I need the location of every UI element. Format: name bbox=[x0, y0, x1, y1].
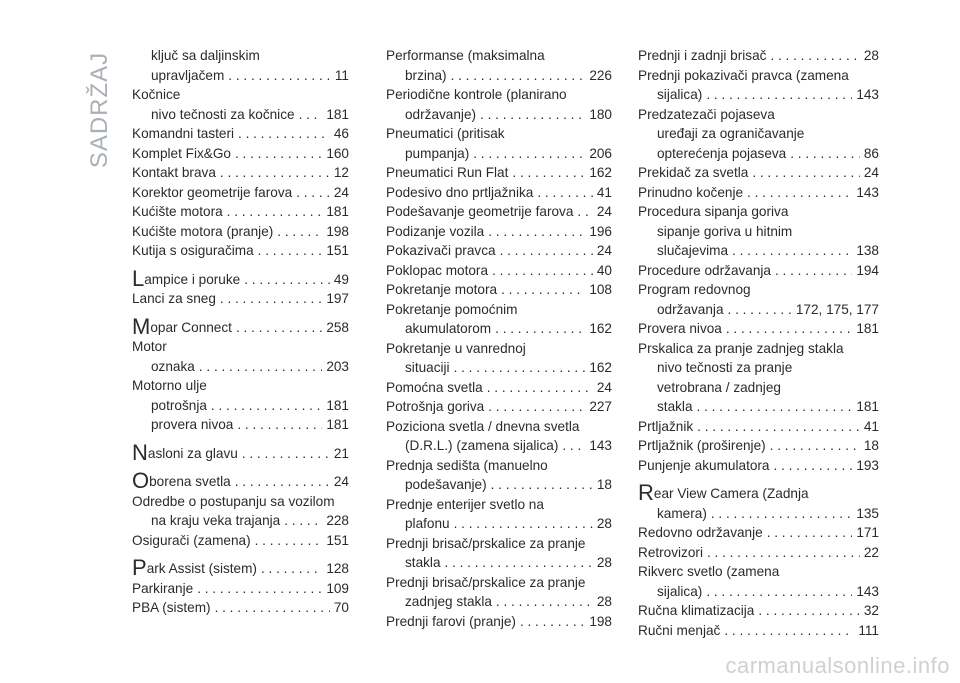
dot-leader bbox=[228, 66, 331, 86]
index-entry-text: Prednje enterijer svetlo na bbox=[386, 496, 544, 512]
page-number: 111 bbox=[858, 622, 879, 638]
index-entry bbox=[386, 241, 612, 261]
dot-leader bbox=[487, 378, 593, 398]
index-entry bbox=[386, 612, 612, 632]
page-number: 11 bbox=[334, 67, 349, 83]
index-entry-text: Prednji brisač/prskalice za pranje bbox=[386, 535, 586, 551]
index-entry-label: upravljačem bbox=[151, 67, 225, 83]
page-number: 171 bbox=[856, 525, 879, 540]
index-entry bbox=[386, 573, 612, 612]
dot-leader bbox=[235, 144, 322, 164]
index-entry-label: oznaka bbox=[151, 358, 195, 374]
index-entry-label: Pomoćna svetla bbox=[386, 379, 483, 395]
index-column-2 bbox=[386, 46, 612, 631]
index-entry-label: stakla bbox=[657, 399, 693, 414]
dot-leader bbox=[752, 163, 860, 183]
index-entry-text: Rikverc svetlo (zamena bbox=[638, 564, 780, 579]
page-number: 197 bbox=[326, 291, 349, 306]
page-number: 28 bbox=[596, 555, 612, 570]
dot-leader bbox=[220, 163, 330, 183]
dot-leader bbox=[220, 289, 322, 309]
index-entry bbox=[386, 202, 612, 222]
dot-leader bbox=[473, 144, 585, 164]
index-entry bbox=[132, 46, 349, 85]
index-entry-label: podešavanje) bbox=[405, 477, 487, 492]
index-entry bbox=[638, 436, 879, 456]
index-entry-label: Provera nivoa bbox=[638, 321, 722, 336]
index-column-3 bbox=[638, 46, 879, 640]
index-entry bbox=[638, 105, 879, 125]
dot-leader bbox=[770, 436, 860, 456]
dot-leader bbox=[770, 46, 859, 66]
dot-leader bbox=[197, 579, 322, 599]
index-entry-label: plafonu bbox=[405, 516, 450, 531]
index-entry-label: provera nivoa bbox=[151, 417, 234, 432]
index-entry-text: uređaji za ograničavanje bbox=[657, 126, 805, 141]
index-entry bbox=[638, 222, 879, 261]
page-number: 181 bbox=[326, 417, 349, 432]
page-number: 258 bbox=[326, 319, 349, 335]
index-entry bbox=[638, 124, 879, 163]
index-entry bbox=[386, 378, 612, 398]
dot-leader bbox=[445, 553, 593, 573]
index-entry bbox=[638, 280, 879, 319]
index-entry-text: Pneumatici (pritisak bbox=[386, 126, 505, 141]
index-entry-label: Prskalica za pranje zadnjeg stakla bbox=[638, 340, 844, 356]
page-number: 24 bbox=[596, 379, 612, 395]
index-entry bbox=[386, 280, 612, 300]
dot-leader bbox=[255, 531, 323, 551]
index-entry-label: Podesivo dno prtljažnika bbox=[386, 184, 534, 200]
dot-leader bbox=[491, 475, 593, 495]
index-entry-text: Prednji brisač/prskalice za pranje bbox=[386, 574, 586, 590]
page-number: 22 bbox=[863, 544, 879, 560]
index-entry-label: Prednji farovi (pranje) bbox=[386, 613, 516, 629]
index-entry-text: nivo tečnosti za pranje bbox=[657, 360, 793, 375]
index-entry-label: Predzatezači pojaseva bbox=[638, 106, 775, 122]
page-number: 151 bbox=[326, 532, 349, 548]
page-number: 143 bbox=[856, 583, 879, 599]
dot-leader bbox=[726, 319, 852, 339]
page-number: 28 bbox=[596, 516, 612, 531]
dot-leader bbox=[732, 241, 852, 261]
page-number: 181 bbox=[326, 204, 349, 219]
page-number: 108 bbox=[589, 282, 612, 297]
dot-leader bbox=[495, 319, 585, 339]
index-entry bbox=[132, 105, 349, 125]
page-number: 198 bbox=[589, 613, 612, 629]
dot-leader bbox=[706, 582, 852, 602]
index-entry bbox=[132, 598, 349, 618]
index-entry-label: Podizanje vozila bbox=[386, 223, 485, 239]
dot-leader bbox=[758, 601, 860, 621]
index-entry bbox=[132, 579, 349, 599]
index-entry-label: Prinudno kočenje bbox=[638, 184, 744, 200]
page-number: 21 bbox=[333, 445, 349, 461]
page-number: 193 bbox=[856, 457, 879, 473]
index-entry-label: Ručni menjač bbox=[638, 622, 721, 638]
index-entry-label: akumulatorom bbox=[405, 321, 492, 336]
index-entry-text: Periodične kontrole (planirano bbox=[386, 87, 567, 102]
page-number: 160 bbox=[326, 145, 349, 161]
index-entry-label: Lampice i poruke bbox=[132, 265, 241, 291]
page-number: 28 bbox=[863, 48, 879, 63]
index-entry-label: Pokretanje motora bbox=[386, 282, 498, 297]
index-entry-label: na kraju veka trajanja bbox=[151, 513, 281, 528]
index-entry-label: Kontakt brava bbox=[132, 165, 216, 180]
index-entry bbox=[638, 523, 879, 543]
index-entry-label: Park Assist (sistem) bbox=[132, 555, 257, 580]
index-entry-label: pumpanja) bbox=[405, 145, 470, 161]
index-entry bbox=[638, 358, 879, 417]
index-entry-label: Kutija s osiguračima bbox=[132, 243, 254, 258]
index-entry bbox=[638, 339, 879, 359]
index-entry bbox=[132, 267, 349, 290]
dot-leader bbox=[724, 621, 854, 641]
dot-leader bbox=[774, 456, 853, 476]
dot-leader bbox=[767, 523, 853, 543]
index-entry bbox=[638, 261, 879, 281]
page-number: 203 bbox=[326, 358, 349, 374]
index-entry-label: Korektor geometrije farova bbox=[132, 184, 293, 200]
dot-leader bbox=[706, 85, 852, 105]
page-number: 151 bbox=[326, 243, 349, 258]
index-entry-text: Prednja sedišta (manuelno bbox=[386, 457, 548, 473]
index-entry bbox=[638, 183, 879, 203]
index-entry bbox=[386, 85, 612, 124]
dot-leader bbox=[236, 318, 322, 338]
page-number: 49 bbox=[333, 271, 349, 287]
index-entry-label: kamera) bbox=[657, 505, 707, 521]
dot-leader bbox=[296, 183, 330, 203]
index-entry bbox=[386, 261, 612, 281]
index-entry-label: (D.R.L.) (zamena sijalica) bbox=[405, 438, 559, 453]
page-number: 206 bbox=[589, 145, 612, 161]
index-entry-label: Kućište motora bbox=[132, 204, 223, 219]
page-number: 40 bbox=[596, 262, 612, 278]
index-entry-label: PBA (sistem) bbox=[132, 600, 211, 615]
index-entry bbox=[132, 241, 349, 261]
index-entry bbox=[132, 315, 349, 338]
dot-leader bbox=[711, 504, 852, 524]
index-entry-text: Poziciona svetla / dnevna svetla bbox=[386, 418, 580, 434]
index-entry-text: Prednji pokazivači pravca (zamena bbox=[638, 67, 849, 83]
index-entry bbox=[638, 202, 879, 222]
dot-leader bbox=[261, 559, 322, 579]
index-entry bbox=[638, 456, 879, 476]
index-entry-label: brzina) bbox=[405, 67, 447, 83]
page-number: 70 bbox=[333, 600, 349, 615]
index-entry-label: zadnjeg stakla bbox=[405, 594, 492, 609]
index-entry-label: Prekidač za svetla bbox=[638, 165, 749, 180]
index-entry-label: Motorno ulje bbox=[132, 378, 207, 393]
page-number: 128 bbox=[326, 561, 349, 576]
dot-leader bbox=[577, 202, 592, 222]
index-entry bbox=[638, 163, 879, 183]
page-number: 41 bbox=[863, 418, 879, 434]
index-entry-label: Poklopac motora bbox=[386, 262, 489, 278]
page-number: 181 bbox=[856, 321, 879, 336]
page-number: 24 bbox=[333, 474, 349, 489]
index-entry bbox=[386, 124, 612, 163]
index-entry-text: vetrobrana / zadnjeg bbox=[657, 379, 781, 395]
index-entry-label: Prtljažnik (proširenje) bbox=[638, 438, 766, 453]
page-number: 181 bbox=[326, 397, 349, 413]
index-entry-label: Osigurači (zamena) bbox=[132, 532, 251, 548]
page-number: 24 bbox=[333, 184, 349, 200]
page-number: 32 bbox=[863, 603, 879, 618]
index-entry bbox=[386, 495, 612, 534]
index-entry-label: Nasloni za glavu bbox=[132, 439, 238, 465]
dot-leader bbox=[707, 543, 860, 563]
index-entry bbox=[132, 183, 349, 203]
index-entry-text: Program redovnog bbox=[638, 282, 751, 297]
index-entry-label: Procedura sipanja goriva bbox=[638, 204, 789, 219]
index-entry-label: Oborena svetla bbox=[132, 468, 231, 493]
index-entry bbox=[386, 300, 612, 339]
index-entry bbox=[638, 562, 879, 601]
page-number: 143 bbox=[589, 438, 612, 453]
index-entry-label: Mopar Connect bbox=[132, 313, 232, 339]
dot-leader bbox=[235, 472, 330, 492]
index-entry bbox=[386, 163, 612, 183]
index-entry bbox=[132, 396, 349, 416]
dot-leader bbox=[244, 270, 330, 290]
page-number: 196 bbox=[589, 223, 612, 239]
dot-leader bbox=[238, 124, 330, 144]
index-entry-text: sipanje goriva u hitnim bbox=[657, 223, 793, 239]
index-entry bbox=[638, 319, 879, 339]
dot-leader bbox=[237, 415, 322, 435]
page-number: 180 bbox=[589, 106, 612, 122]
page-number: 162 bbox=[589, 321, 612, 336]
index-entry-label: Podešavanje geometrije farova bbox=[386, 204, 574, 219]
dot-leader bbox=[747, 183, 852, 203]
index-entry bbox=[132, 222, 349, 242]
dot-leader bbox=[500, 241, 593, 261]
page-number: 172, 175, 177 bbox=[795, 301, 879, 317]
index-entry-label: Potrošnja goriva bbox=[386, 399, 485, 414]
dot-leader bbox=[512, 163, 585, 183]
index-entry bbox=[132, 531, 349, 551]
index-entry-text: Performanse (maksimalna bbox=[386, 48, 545, 63]
page-number: 143 bbox=[856, 87, 879, 102]
page-number: 41 bbox=[596, 184, 612, 200]
index-entry-label: sijalica) bbox=[657, 87, 703, 102]
page-number: 86 bbox=[863, 145, 879, 161]
index-entry bbox=[386, 534, 612, 573]
index-entry-text: Rear View Camera (Zadnja bbox=[638, 480, 809, 505]
index-entry bbox=[386, 456, 612, 495]
dot-leader bbox=[488, 222, 585, 242]
page-number: 24 bbox=[596, 204, 612, 219]
dot-leader bbox=[697, 417, 860, 437]
index-entry-label: Redovno održavanje bbox=[638, 525, 763, 540]
index-entry-label: situaciji bbox=[405, 360, 450, 375]
index-entry-label: održavanja bbox=[657, 301, 724, 317]
index-entry-label: Lanci za sneg bbox=[132, 291, 216, 306]
page-number: 18 bbox=[596, 477, 612, 492]
index-entry bbox=[386, 222, 612, 242]
index-entry bbox=[132, 469, 349, 492]
side-title-text: SADRŽAJ bbox=[86, 51, 113, 169]
index-entry-label: Ručna klimatizacija bbox=[638, 603, 755, 618]
dot-leader bbox=[454, 514, 593, 534]
dot-leader bbox=[697, 397, 853, 417]
dot-leader bbox=[227, 202, 323, 222]
index-entry bbox=[638, 46, 879, 66]
page-number: 12 bbox=[333, 165, 349, 180]
dot-leader bbox=[211, 396, 322, 416]
page-number: 24 bbox=[863, 165, 879, 180]
index-entry-label: Pneumatici Run Flat bbox=[386, 165, 509, 180]
index-entry-label: nivo tečnosti za kočnice bbox=[151, 106, 295, 122]
dot-leader bbox=[215, 598, 330, 618]
index-entry bbox=[386, 397, 612, 417]
page-number: 28 bbox=[596, 594, 612, 609]
index-entry bbox=[386, 417, 612, 456]
page-number: 162 bbox=[589, 165, 612, 180]
index-entry bbox=[638, 66, 879, 105]
index-entry-label: Pokazivači pravca bbox=[386, 243, 496, 258]
index-entry-label: Punjenje akumulatora bbox=[638, 457, 770, 473]
side-section-title bbox=[83, 51, 117, 169]
dot-leader bbox=[242, 444, 330, 464]
index-entry bbox=[638, 481, 879, 523]
dot-leader bbox=[520, 612, 585, 632]
index-entry bbox=[386, 46, 612, 85]
index-entry bbox=[132, 492, 349, 531]
index-entry-label: potrošnja bbox=[151, 397, 207, 413]
index-entry-label: održavanje) bbox=[405, 106, 477, 122]
index-entry-text: Odredbe o postupanju sa vozilom bbox=[132, 493, 335, 509]
index-entry-label: Prtljažnik bbox=[638, 418, 694, 434]
index-entry-label: Retrovizori bbox=[638, 544, 703, 560]
page-number: 228 bbox=[326, 513, 349, 528]
index-entry-label: slučajevima bbox=[657, 243, 729, 258]
index-entry-label: Kočnice bbox=[132, 87, 181, 102]
watermark: carmanualsonline.info bbox=[725, 653, 950, 678]
index-entry bbox=[638, 621, 879, 641]
page-number: 109 bbox=[326, 580, 349, 596]
index-entry bbox=[132, 85, 349, 105]
index-entry-label: Procedure održavanja bbox=[638, 262, 771, 278]
dot-leader bbox=[299, 105, 323, 125]
index-entry bbox=[386, 339, 612, 378]
index-entry bbox=[132, 337, 349, 357]
dot-leader bbox=[451, 66, 586, 86]
index-entry-label: Kućište motora (pranje) bbox=[132, 223, 274, 239]
dot-leader bbox=[480, 105, 585, 125]
dot-leader bbox=[258, 241, 323, 261]
index-entry-label: Komplet Fix&Go bbox=[132, 145, 231, 161]
index-entry bbox=[132, 202, 349, 222]
page-number: 162 bbox=[589, 360, 612, 375]
index-entry bbox=[638, 601, 879, 621]
page-number: 46 bbox=[333, 126, 349, 141]
dot-leader bbox=[199, 357, 322, 377]
dot-leader bbox=[277, 222, 322, 242]
dot-leader bbox=[728, 300, 792, 320]
index-entry bbox=[132, 441, 349, 464]
page-number: 138 bbox=[856, 243, 879, 258]
page-number: 24 bbox=[596, 243, 612, 258]
page-number: 18 bbox=[863, 438, 879, 453]
index-entry-label: Motor bbox=[132, 339, 167, 354]
index-entry bbox=[638, 543, 879, 563]
dot-leader bbox=[501, 280, 585, 300]
page-number: 226 bbox=[589, 67, 612, 83]
index-entry-text: ključ sa daljinskim bbox=[151, 48, 260, 63]
dot-leader bbox=[488, 397, 585, 417]
index-entry bbox=[132, 144, 349, 164]
index-entry bbox=[132, 124, 349, 144]
page-number: 135 bbox=[856, 505, 879, 521]
page-number: 181 bbox=[326, 106, 349, 122]
page-number: 143 bbox=[856, 184, 879, 200]
page-number: 198 bbox=[326, 223, 349, 239]
index-entry bbox=[132, 289, 349, 309]
page-number: 227 bbox=[589, 399, 612, 414]
dot-leader bbox=[496, 592, 593, 612]
dot-leader bbox=[492, 261, 593, 281]
page-number: 181 bbox=[856, 399, 879, 414]
dot-leader bbox=[775, 261, 852, 281]
dot-leader bbox=[454, 358, 586, 378]
index-column-1 bbox=[132, 46, 349, 618]
index-entry bbox=[132, 376, 349, 396]
index-entry-label: stakla bbox=[405, 555, 441, 570]
page-number: 194 bbox=[856, 262, 879, 278]
index-entry-label: opterećenja pojaseva bbox=[657, 145, 787, 161]
index-entry bbox=[638, 417, 879, 437]
dot-leader bbox=[790, 144, 860, 164]
index-entry bbox=[132, 415, 349, 435]
index-entry-label: Komandni tasteri bbox=[132, 126, 235, 141]
dot-leader bbox=[562, 436, 585, 456]
dot-leader bbox=[537, 183, 593, 203]
index-entry-text: Pokretanje pomoćnim bbox=[386, 301, 518, 317]
index-entry bbox=[132, 357, 349, 377]
index-entry bbox=[132, 163, 349, 183]
index-entry bbox=[386, 183, 612, 203]
index-entry-text: Pokretanje u vanrednoj bbox=[386, 340, 526, 356]
index-entry-label: Prednji i zadnji brisač bbox=[638, 48, 767, 63]
index-entry bbox=[132, 556, 349, 579]
dot-leader bbox=[284, 511, 322, 531]
index-entry-label: Parkiranje bbox=[132, 580, 194, 596]
index-entry-label: sijalica) bbox=[657, 583, 703, 599]
